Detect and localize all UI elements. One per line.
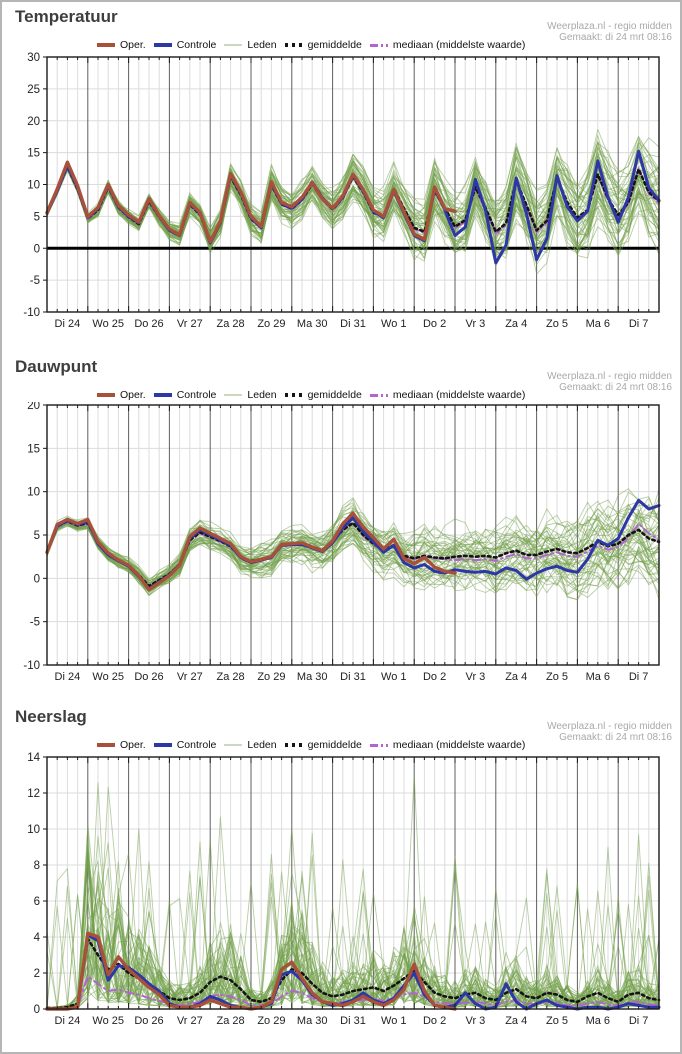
svg-text:2: 2 bbox=[33, 968, 40, 980]
mediaan-line-swatch bbox=[370, 394, 388, 397]
legend-label-gemiddelde: gemiddelde bbox=[307, 739, 362, 751]
svg-text:Vr 3: Vr 3 bbox=[465, 1015, 486, 1027]
dewpoint-chart-section bbox=[2, 352, 680, 702]
watermark-generated: Gemaakt: di 24 mrt 08:16 bbox=[559, 382, 672, 393]
temperature-chart-section bbox=[2, 2, 680, 352]
svg-text:Do 26: Do 26 bbox=[134, 1015, 164, 1027]
svg-text:20: 20 bbox=[27, 115, 40, 128]
svg-text:Ma 30: Ma 30 bbox=[296, 318, 328, 330]
svg-text:Do 26: Do 26 bbox=[134, 318, 164, 330]
svg-text:Do 26: Do 26 bbox=[134, 671, 164, 683]
legend-label-mediaan: mediaan (middelste waarde) bbox=[392, 39, 526, 51]
svg-text:Vr 3: Vr 3 bbox=[465, 671, 486, 683]
controle-line-swatch bbox=[154, 743, 172, 747]
svg-text:8: 8 bbox=[33, 860, 40, 872]
svg-text:6: 6 bbox=[33, 896, 40, 908]
legend-item-mediaan bbox=[370, 739, 525, 751]
leden-line-swatch bbox=[224, 744, 242, 746]
svg-text:-5: -5 bbox=[29, 275, 40, 288]
legend-label-mediaan: mediaan (middelste waarde) bbox=[392, 389, 526, 401]
legend-item-leden bbox=[224, 39, 276, 51]
svg-text:Di 24: Di 24 bbox=[54, 1015, 81, 1027]
svg-text:0: 0 bbox=[33, 1004, 40, 1016]
svg-text:-10: -10 bbox=[23, 307, 40, 319]
legend-item-mediaan bbox=[370, 389, 525, 401]
svg-text:Di 24: Di 24 bbox=[54, 671, 81, 683]
watermark-source: Weerplaza.nl - regio midden bbox=[547, 721, 672, 732]
svg-text:Di 24: Di 24 bbox=[54, 318, 81, 330]
svg-text:14: 14 bbox=[27, 752, 40, 764]
svg-text:10: 10 bbox=[27, 824, 40, 836]
oper-line-swatch bbox=[97, 743, 115, 747]
legend-item-oper bbox=[97, 389, 146, 401]
svg-text:Di 31: Di 31 bbox=[340, 1015, 366, 1027]
legend-label-gemiddelde: gemiddelde bbox=[307, 39, 362, 51]
svg-text:0: 0 bbox=[33, 243, 40, 256]
svg-text:Zo 5: Zo 5 bbox=[545, 671, 569, 683]
svg-text:Ma 30: Ma 30 bbox=[296, 1015, 328, 1027]
svg-text:0: 0 bbox=[33, 573, 40, 586]
mediaan-line-swatch bbox=[370, 44, 388, 47]
temperature-plot bbox=[2, 52, 682, 342]
svg-text:Wo 25: Wo 25 bbox=[92, 671, 124, 683]
svg-text:Di 7: Di 7 bbox=[628, 318, 649, 330]
legend-label-leden: Leden bbox=[247, 739, 277, 751]
svg-text:Di 31: Di 31 bbox=[340, 318, 366, 330]
svg-text:Ma 30: Ma 30 bbox=[296, 671, 328, 683]
svg-text:Ma 6: Ma 6 bbox=[585, 671, 611, 683]
legend-label-oper: Oper. bbox=[120, 739, 146, 751]
legend-label-controle: Controle bbox=[176, 389, 217, 401]
watermark bbox=[547, 21, 672, 43]
svg-text:Zo 29: Zo 29 bbox=[257, 671, 286, 683]
oper-line-swatch bbox=[97, 393, 115, 397]
svg-text:10: 10 bbox=[27, 179, 40, 192]
svg-text:5: 5 bbox=[33, 530, 40, 542]
svg-text:Do 2: Do 2 bbox=[422, 671, 447, 683]
watermark-generated: Gemaakt: di 24 mrt 08:16 bbox=[559, 32, 672, 43]
watermark-source: Weerplaza.nl - regio midden bbox=[547, 371, 672, 382]
svg-text:12: 12 bbox=[27, 788, 40, 800]
svg-text:Vr 27: Vr 27 bbox=[176, 671, 203, 683]
svg-text:Za 4: Za 4 bbox=[505, 1015, 528, 1027]
legend-item-leden bbox=[224, 739, 276, 751]
svg-text:Za 28: Za 28 bbox=[216, 1015, 245, 1027]
legend-item-leden bbox=[224, 389, 276, 401]
svg-text:Ma 6: Ma 6 bbox=[585, 1015, 611, 1027]
dewpoint-title: Dauwpunt bbox=[15, 357, 98, 376]
leden-line-swatch bbox=[224, 394, 242, 396]
svg-text:Vr 3: Vr 3 bbox=[465, 318, 486, 330]
svg-text:30: 30 bbox=[27, 52, 40, 64]
mediaan-line-swatch bbox=[370, 744, 388, 747]
svg-text:Za 4: Za 4 bbox=[505, 671, 528, 683]
controle-line-swatch bbox=[154, 393, 172, 397]
svg-text:Za 4: Za 4 bbox=[505, 318, 528, 330]
svg-text:10: 10 bbox=[27, 486, 40, 499]
legend-label-leden: Leden bbox=[247, 389, 277, 401]
watermark-source: Weerplaza.nl - regio midden bbox=[547, 21, 672, 32]
oper-line-swatch bbox=[97, 43, 115, 47]
svg-text:Di 31: Di 31 bbox=[340, 671, 366, 683]
chart-legend bbox=[97, 39, 525, 51]
chart-legend bbox=[97, 739, 525, 751]
svg-text:Zo 5: Zo 5 bbox=[545, 318, 569, 330]
legend-item-gemiddelde bbox=[285, 739, 362, 751]
svg-text:Di 7: Di 7 bbox=[628, 671, 649, 683]
legend-item-oper bbox=[97, 39, 146, 51]
watermark bbox=[547, 721, 672, 743]
svg-text:Vr 27: Vr 27 bbox=[176, 318, 203, 330]
svg-text:5: 5 bbox=[33, 211, 40, 224]
svg-text:Do 2: Do 2 bbox=[422, 1015, 447, 1027]
svg-text:25: 25 bbox=[27, 83, 40, 96]
legend-item-controle bbox=[154, 39, 217, 51]
watermark-generated: Gemaakt: di 24 mrt 08:16 bbox=[559, 732, 672, 743]
temperature-title: Temperatuur bbox=[15, 7, 118, 26]
legend-label-leden: Leden bbox=[247, 39, 277, 51]
svg-text:Wo 1: Wo 1 bbox=[381, 1015, 407, 1027]
svg-text:Do 2: Do 2 bbox=[422, 318, 447, 330]
svg-text:Zo 5: Zo 5 bbox=[545, 1015, 569, 1027]
svg-text:Wo 1: Wo 1 bbox=[381, 318, 407, 330]
legend-item-gemiddelde bbox=[285, 389, 362, 401]
legend-item-gemiddelde bbox=[285, 39, 362, 51]
svg-text:Za 28: Za 28 bbox=[216, 318, 245, 330]
legend-label-oper: Oper. bbox=[120, 389, 146, 401]
legend-label-mediaan: mediaan (middelste waarde) bbox=[392, 739, 526, 751]
svg-text:Zo 29: Zo 29 bbox=[257, 318, 286, 330]
svg-text:Wo 1: Wo 1 bbox=[381, 671, 407, 683]
legend-label-controle: Controle bbox=[176, 739, 217, 751]
legend-item-controle bbox=[154, 389, 217, 401]
svg-text:20: 20 bbox=[27, 402, 40, 412]
legend-label-controle: Controle bbox=[176, 39, 217, 51]
svg-text:Zo 29: Zo 29 bbox=[257, 1015, 286, 1027]
svg-text:15: 15 bbox=[27, 443, 40, 456]
gemiddelde-line-swatch bbox=[285, 43, 303, 47]
legend-item-mediaan bbox=[370, 39, 525, 51]
watermark bbox=[547, 371, 672, 393]
gemiddelde-line-swatch bbox=[285, 393, 303, 397]
precipitation-chart-section bbox=[2, 702, 680, 1054]
svg-text:Za 28: Za 28 bbox=[216, 671, 245, 683]
svg-text:4: 4 bbox=[33, 932, 40, 944]
gemiddelde-line-swatch bbox=[285, 743, 303, 747]
svg-text:Wo 25: Wo 25 bbox=[92, 318, 124, 330]
svg-text:Vr 27: Vr 27 bbox=[176, 1015, 203, 1027]
svg-text:-10: -10 bbox=[23, 660, 40, 672]
legend-item-controle bbox=[154, 739, 217, 751]
svg-text:Di 7: Di 7 bbox=[628, 1015, 649, 1027]
precipitation-title: Neerslag bbox=[15, 707, 87, 726]
controle-line-swatch bbox=[154, 43, 172, 47]
svg-text:Wo 25: Wo 25 bbox=[92, 1015, 124, 1027]
legend-label-oper: Oper. bbox=[120, 39, 146, 51]
svg-text:15: 15 bbox=[27, 147, 40, 160]
svg-text:Ma 6: Ma 6 bbox=[585, 318, 611, 330]
legend-item-oper bbox=[97, 739, 146, 751]
chart-legend bbox=[97, 389, 525, 401]
leden-line-swatch bbox=[224, 44, 242, 46]
legend-label-gemiddelde: gemiddelde bbox=[307, 389, 362, 401]
dewpoint-plot bbox=[2, 402, 682, 692]
svg-text:-5: -5 bbox=[29, 616, 40, 629]
precipitation-plot bbox=[2, 752, 682, 1052]
